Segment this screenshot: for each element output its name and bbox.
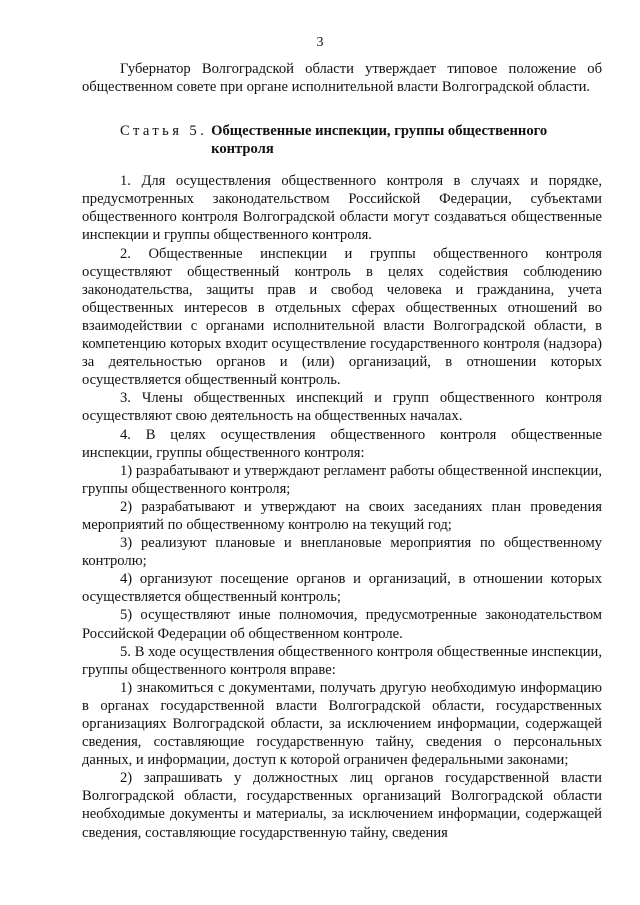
intro-paragraph: Губернатор Волгоградской области утверждает типовое положение об общественном совете при органе исполнительной власти Волгоградской области. (82, 61, 602, 96)
paragraph-4: 4. В целях осуществления общественного контроля общественные инспекции, группы общественного контроля: (82, 426, 602, 461)
paragraph-5-list (82, 679, 602, 842)
document-body (82, 60, 602, 842)
paragraph-1: 1. Для осуществления общественного контроля в случаях и порядке, предусмотренных законодательством Российской Федерации, субъектами общественного контроля Волгоградской области могут создаваться общественные инспекции и группы общественного контроля. (82, 173, 602, 244)
page-number: 3 (316, 35, 324, 50)
list-item: 1) знакомиться с документами, получать другую необходимую информацию в органах государственной власти Волгоградской области, государственных организациях Волгоградской области, за исключением информации, содержащей сведения, составляющие государственную тайну, сведения о персональных данных, и информации, доступ к которой ограничен федеральными законами; (82, 679, 602, 769)
list-item: 4) организуют посещение органов и организаций, в отношении которых осуществляется общественный контроль; (82, 571, 602, 606)
paragraph-4-list (82, 462, 602, 643)
paragraph-5: 5. В ходе осуществления общественного контроля общественные инспекции, группы общественного контроля вправе: (82, 643, 602, 678)
list-item: 2) запрашивать у должностных лиц органов государственной власти Волгоградской области, государственных организаций Волгоградской области необходимые документы и материалы, за исключением информации, содержащей сведения, составляющие государственную тайну, сведения (82, 770, 602, 841)
list-item: 5) осуществляют иные полномочия, предусмотренные законодательством Российской Федерации об общественном контроле. (82, 607, 602, 642)
list-item: 3) реализуют плановые и внеплановые мероприятия по общественному контролю; (82, 535, 602, 570)
list-item: 2) разрабатывают и утверждают на своих заседаниях план проведения мероприятий по общественному контролю на текущий год; (82, 498, 602, 533)
article-title: Общественные инспекции, группы общественного контроля (211, 123, 548, 158)
article-heading (120, 122, 602, 158)
list-item: 1) разрабатывают и утверждают регламент работы общественной инспекции, группы общественного контроля; (82, 462, 602, 497)
paragraph-2: 2. Общественные инспекции и группы общественного контроля осуществляют общественный контроль в целях содействия соблюдению законодательства, защиты прав и свобод человека и гражданина, учета общественных интересов в отдельных сферах общественных отношений во взаимодействии с органами исполнительной власти Волгоградской области, в компетенцию которых входит осуществление государственного контроля (надзора) за деятельностью органов и (или) организаций, в отношении которых осуществляется общественный контроль. (82, 245, 602, 389)
article-label: Статья 5. (120, 123, 208, 140)
paragraph-3: 3. Члены общественных инспекций и групп общественного контроля осуществляют свою деятельность на общественных началах. (82, 390, 602, 425)
